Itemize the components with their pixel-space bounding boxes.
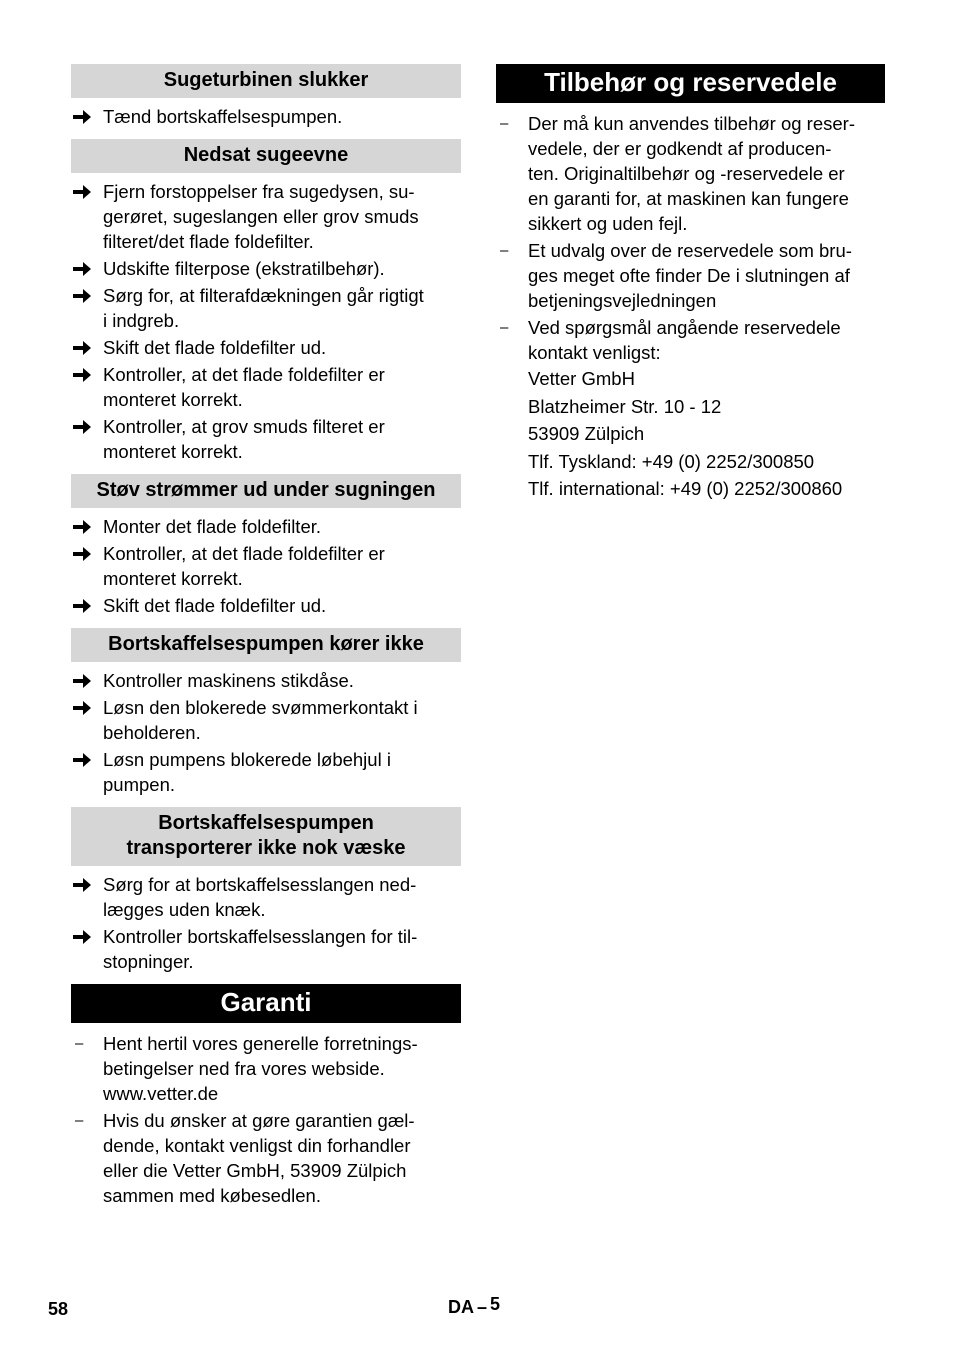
list-item: Fjern forstoppelser fra sugedysen, su- gerøret, sugeslangen eller grov smuds filteret/det flade foldefilter. [71, 179, 461, 254]
right-column [496, 64, 885, 513]
arrow-right-icon [73, 747, 97, 772]
separator: – [477, 1297, 488, 1317]
arrow-right-icon [73, 335, 97, 360]
arrow-right-icon [73, 283, 97, 308]
list-item: Tænd bortskaffelsespumpen. [71, 104, 461, 129]
dash-icon: – [75, 1112, 84, 1129]
list-item: – Ved spørgsmål angående reservedele kontakt venligst: Vetter GmbH Blatzheimer Str. 10 - 12 53909 Zülpich Tlf. Tyskland: +49 (0) 2252/300850 Tlf. international: +49 (0) 2252/300860 [496, 315, 885, 503]
section-pumpen-korer-ikke [71, 628, 461, 797]
section-tilbehor [496, 64, 885, 503]
list-item: – Hent hertil vores generelle forretnings- betingelser ned fra vores webside. www.vetter.de [75, 1033, 418, 1104]
address-line: 53909 Zülpich [528, 423, 645, 444]
section-number: 5 [490, 1294, 501, 1314]
list-item: Sørg for at bortskaffelsesslangen ned- lægges uden knæk. [71, 872, 461, 922]
list-item: Kontroller, at det flade foldefilter er monteret korrekt. [71, 362, 461, 412]
tilbehor-list [496, 111, 885, 503]
list-item: Kontroller maskinens stikdåse. [71, 668, 461, 693]
section-garanti [71, 984, 461, 1208]
address-phone: Tlf. international: +49 (0) 2252/300860 [528, 478, 843, 499]
instruction-list [71, 514, 461, 618]
instruction-list [71, 104, 461, 129]
arrow-right-icon [73, 695, 97, 720]
list-item: Kontroller bortskaffelsesslangen for til- stopninger. [71, 924, 461, 974]
arrow-right-icon [73, 872, 97, 897]
address-phone: Tlf. Tyskland: +49 (0) 2252/300850 [528, 450, 815, 472]
section-heading: Bortskaffelsespumpen kører ikke [71, 628, 461, 662]
arrow-right-icon [73, 514, 97, 539]
dash-icon: – [500, 115, 509, 132]
instruction-list [71, 668, 461, 797]
list-item: Løsn pumpens blokerede løbehjul i pumpen. [71, 747, 461, 797]
arrow-right-icon [73, 179, 97, 204]
list-item: – Hvis du ønsker at gøre garantien gæl- dende, kontakt venligst din forhandler eller die Vetter GmbH, 53909 Zülpich sammen med købesedlen. [75, 1110, 415, 1206]
section-stov-strommer [71, 474, 461, 618]
list-item: Skift det flade foldefilter ud. [71, 335, 461, 360]
section-code [448, 1294, 501, 1318]
list-item: – Et udvalg over de reservedele som bru- ges meget ofte finder De i slutningen af betjeningsvejledningen [500, 240, 852, 311]
section-nedsat-sugeevne [71, 139, 461, 464]
page-number: 58 [48, 1299, 69, 1319]
arrow-right-icon [73, 541, 97, 566]
list-item: Kontroller, at det flade foldefilter er monteret korrekt. [71, 541, 461, 591]
section-sugeturbinen [71, 64, 461, 129]
language-code: DA [448, 1297, 474, 1317]
arrow-right-icon [73, 593, 97, 618]
arrow-right-icon [73, 414, 97, 439]
garanti-list [71, 1031, 461, 1208]
list-item: – Der må kun anvendes tilbehør og reser- vedele, der er godkendt af producen- ten. Originaltilbehør og -reservedele er en garanti for, at maskinen kan fungere sikkert og uden fejl. [500, 113, 855, 234]
arrow-right-icon [73, 362, 97, 387]
dash-icon: – [75, 1035, 84, 1052]
left-column [71, 64, 461, 1218]
arrow-right-icon [73, 668, 97, 693]
dash-icon: – [500, 319, 509, 336]
address-line: Vetter GmbH [528, 368, 635, 389]
section-heading-garanti: Garanti [71, 984, 461, 1023]
list-item: Monter det flade foldefilter. [71, 514, 461, 539]
instruction-list [71, 179, 461, 464]
list-item: Løsn den blokerede svømmerkontakt i beholderen. [71, 695, 461, 745]
instruction-list [71, 872, 461, 974]
list-item: Sørg for, at filterafdækningen går rigtigt i indgreb. [71, 283, 461, 333]
list-item: Udskifte filterpose (ekstratilbehør). [71, 256, 461, 281]
arrow-right-icon [73, 924, 97, 949]
dash-icon: – [500, 242, 509, 259]
section-pumpen-transporterer [71, 807, 461, 974]
address-line: Blatzheimer Str. 10 - 12 [528, 395, 722, 417]
list-item: Kontroller, at grov smuds filteret er monteret korrekt. [71, 414, 461, 464]
section-heading: Støv strømmer ud under sugningen [71, 474, 461, 508]
list-item: Skift det flade foldefilter ud. [71, 593, 461, 618]
arrow-right-icon [73, 256, 97, 281]
section-heading: Bortskaffelsespumpen transporterer ikke nok væske [71, 807, 461, 866]
section-heading: Sugeturbinen slukker [71, 64, 461, 98]
arrow-right-icon [73, 104, 97, 129]
section-heading: Nedsat sugeevne [71, 139, 461, 173]
section-heading-tilbehor: Tilbehør og reservedele [496, 64, 885, 103]
